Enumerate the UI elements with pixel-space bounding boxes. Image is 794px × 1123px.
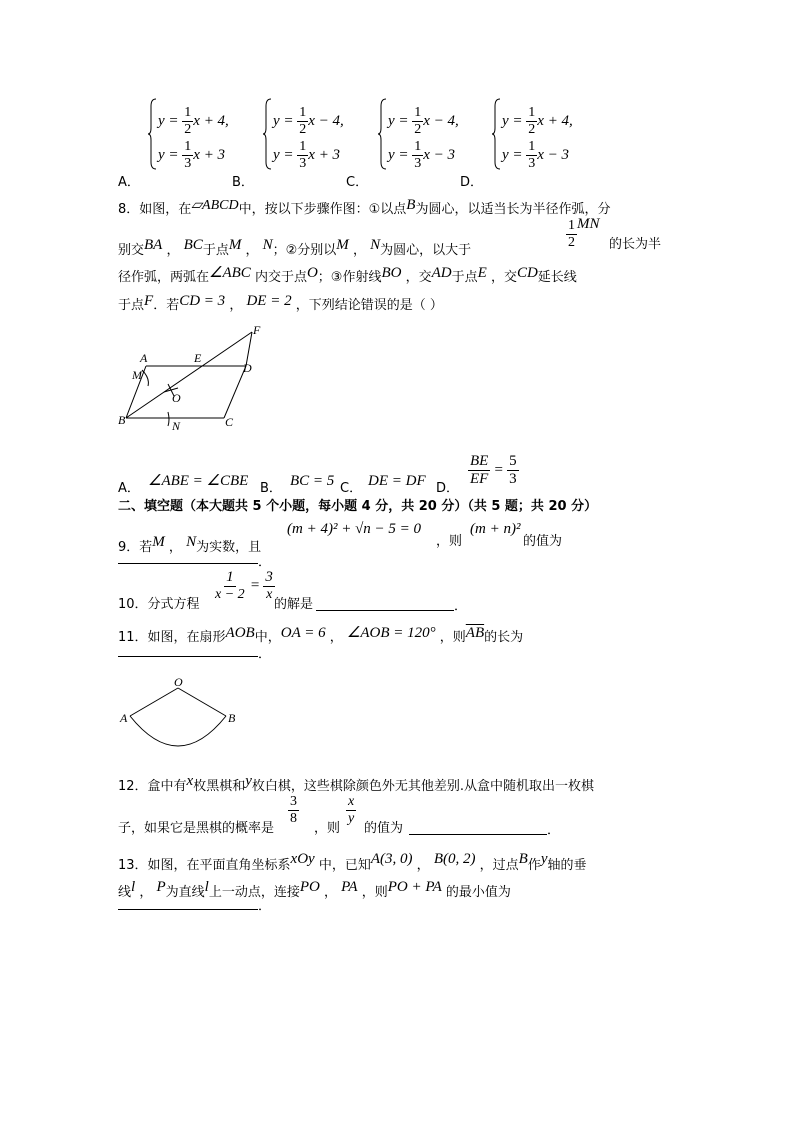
q8-option-c: DE = DF (368, 473, 426, 489)
q12-probability: $\frac{3}{8}$ (290, 794, 297, 826)
q11-line-1: 11．如图，在扇形AOB中，OA = 6 ， ∠AOB = 120° ，则$\overline{AB}$的长为 (118, 625, 524, 645)
q8-label-b: B (118, 413, 126, 427)
q8-line-2-end: 的长为半 (609, 237, 662, 252)
q13-line-2: 线l ， P为直线l上一动点，连接PO ， PA ，则PO + PA 的最小值为 (118, 879, 511, 900)
q10-equation: $\frac{1}{x - 2}$ = $\frac{3}{x}$ (215, 569, 273, 602)
q8-label-d: D (243, 361, 252, 375)
brace-icon (492, 98, 502, 170)
q11-arc-ab: $\overline{AB}$ (465, 625, 485, 641)
q7-option-c-label: C． (346, 175, 369, 190)
q8-option-a-label: A． (118, 481, 140, 496)
section-2-heading: 二、填空题（本大题共 5 个小题，每小题 4 分，共 20 分）（共 5 题；共 20 分） (118, 499, 598, 514)
q8-option-d-label: D． (436, 481, 460, 496)
q8-option-d: $\frac{BE}{EF}$ = $\frac{5}{3}$ (470, 453, 517, 487)
q10-label: 10．分式方程 (118, 597, 200, 612)
q8-option-a: ∠ABE = ∠CBE (148, 473, 249, 489)
q7-option-d-label: D． (460, 175, 484, 190)
q8-parallelogram-figure (112, 320, 272, 436)
q7-option-b-label: B． (232, 175, 254, 190)
q7-option-a-system: y = $\frac{1}{2}$ x + 4, y = $\frac{1}{3}$ x + 3 (148, 98, 258, 170)
q8-label-f: F (253, 323, 261, 337)
q9-answer-blank[interactable] (118, 563, 258, 564)
q12-answer-blank[interactable] (409, 834, 547, 835)
q7-option-a-label: A． (118, 175, 140, 190)
q11-sector-figure (112, 672, 242, 752)
q8-label-e: E (194, 351, 202, 365)
q11-label-a: A (120, 711, 128, 725)
q8-line-3: 径作弧，两弧在∠ABC 内交于点O；③作射线BO ，交AD于点E ，交CD延长线 (118, 265, 577, 285)
q10-solution-is: 的解是 (274, 597, 314, 612)
q8-label-c: C (225, 415, 234, 429)
q12-value-of: 的值为 (364, 821, 404, 836)
q9-value-of: 的值为 (523, 534, 563, 549)
q9-then: ，则 (436, 534, 463, 549)
q7-option-d-system: y = $\frac{1}{2}$ x + 4, y = $\frac{1}{3}$ x − 3 (492, 98, 602, 170)
q10-period: ． (454, 599, 468, 614)
q8-option-c-label: C． (340, 481, 363, 496)
q9-equation: (m + 4)² + √n − 5 = 0 (287, 521, 422, 537)
q12-line-1: 12．盒中有x枚黑棋和y枚白棋，这些棋除颜色外无其他差别.从盒中随机取出一枚棋 (118, 773, 595, 794)
q8-label-a: A (140, 351, 148, 365)
q12-then: ，则 (314, 821, 341, 836)
q8-label-o: O (172, 391, 181, 405)
q12-period: ． (547, 823, 561, 838)
q13-answer-blank[interactable] (118, 909, 258, 910)
q8-line-2: 别交BA ， BC于点M ， N；②分别以M ， N为圆心，以大于 (118, 237, 472, 258)
q8-option-b-label: B． (260, 481, 282, 496)
q9-period: ． (258, 555, 272, 570)
q8-label-m: M (132, 368, 142, 382)
q10-answer-blank[interactable] (316, 610, 454, 611)
q11-label-b: B (228, 711, 236, 725)
q7-option-c-system: y = $\frac{1}{2}$ x − 4, y = $\frac{1}{3}$ x − 3 (378, 98, 488, 170)
brace-icon (148, 98, 158, 170)
q9-expression: (m + n)² (470, 521, 521, 537)
q11-answer-blank[interactable] (118, 656, 258, 657)
q7-option-b-system: y = $\frac{1}{2}$ x − 4, y = $\frac{1}{3}$ x + 3 (263, 98, 373, 170)
q8-label-n: N (172, 419, 181, 433)
q8-half-mn: $\frac{1}{2}$ MN (568, 216, 600, 250)
q11-label-o: O (174, 675, 183, 689)
q11-period: ． (258, 647, 272, 662)
brace-icon (378, 98, 388, 170)
q8-line-1: 8．如图，在▱ABCD中，按以下步骤作图：①以点B为圆心，以适当长为半径作弧，分 (118, 197, 611, 217)
q13-period: ． (258, 899, 272, 914)
q12-line-2-a: 子，如果它是黑棋的概率是 (118, 821, 275, 836)
q8-line-4: 于点F．若CD = 3 ， DE = 2 ，下列结论错误的是（ ） (118, 293, 443, 313)
q12-x-over-y: $\frac{x}{y}$ (348, 794, 355, 826)
q8-option-b: BC = 5 (290, 473, 335, 489)
q13-line-1: 13．如图，在平面直角坐标系xOy 中，已知A(3, 0) ， B(0, 2) ，过点B作y轴的垂 (118, 851, 587, 873)
q9-line-1: 9．若M ， N为实数，且 (118, 534, 262, 555)
brace-icon (263, 98, 273, 170)
